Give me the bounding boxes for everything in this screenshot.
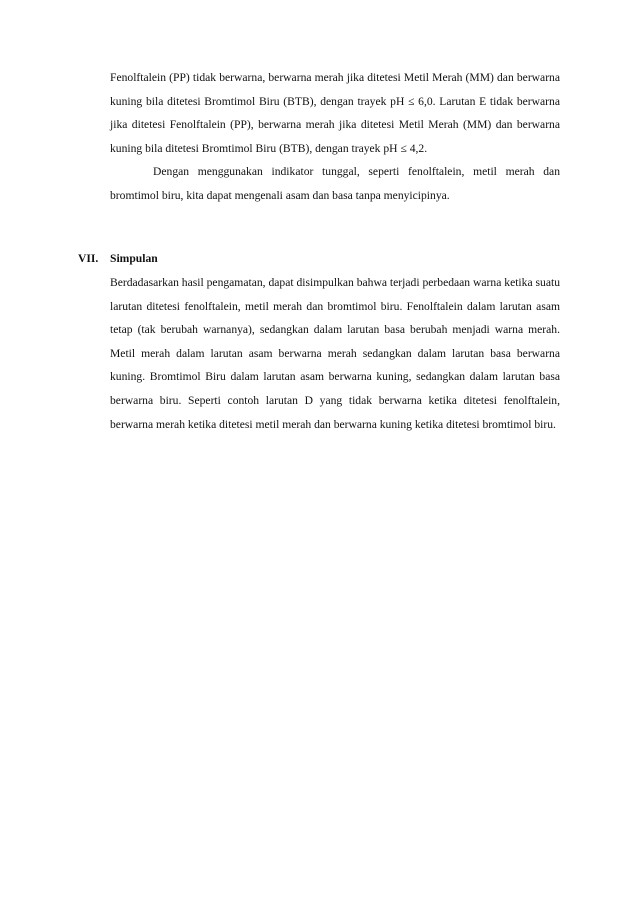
discussion-section: [110, 66, 560, 208]
conclusion-paragraph: Berdadasarkan hasil pengamatan, dapat disimpulkan bahwa terjadi perbedaan warna ketika suatu larutan ditetesi fenolftalein, metil merah dan bromtimol biru. Fenolftalein dalam larutan asam tetap (tak berubah warnanya), sedangkan dalam larutan basa berubah menjadi warna merah. Metil merah dalam larutan asam berwarna merah sedangkan dalam larutan basa berwarna kuning. Bromtimol Biru dalam larutan asam berwarna kuning, sedangkan dalam larutan basa berwarna biru. Seperti contoh larutan D yang tidak berwarna ketika ditetesi fenolftalein, berwarna merah ketika ditetesi metil merah dan berwarna kuning ketika ditetesi bromtimol biru.: [110, 276, 560, 431]
conclusion-section: [110, 271, 560, 436]
section-number: VII.: [78, 252, 99, 265]
discussion-paragraph: Fenolftalein (PP) tidak berwarna, berwarna merah jika ditetesi Metil Merah (MM) dan berwarna kuning bila ditetesi Bromtimol Biru (BTB), dengan trayek pH ≤ 6,0. Larutan E tidak berwarna jika ditetesi Fenolftalein (PP), berwarna merah jika ditetesi Metil Merah (MM) dan berwarna kuning bila ditetesi Bromtimol Biru (BTB), dengan trayek pH ≤ 4,2.: [110, 71, 560, 155]
section-title: Simpulan: [110, 252, 158, 265]
discussion-paragraph: Dengan menggunakan indikator tunggal, seperti fenolftalein, metil merah dan bromtimol biru, kita dapat mengenali asam dan basa tanpa menyicipinya.: [110, 165, 560, 202]
section-heading: [78, 247, 560, 271]
